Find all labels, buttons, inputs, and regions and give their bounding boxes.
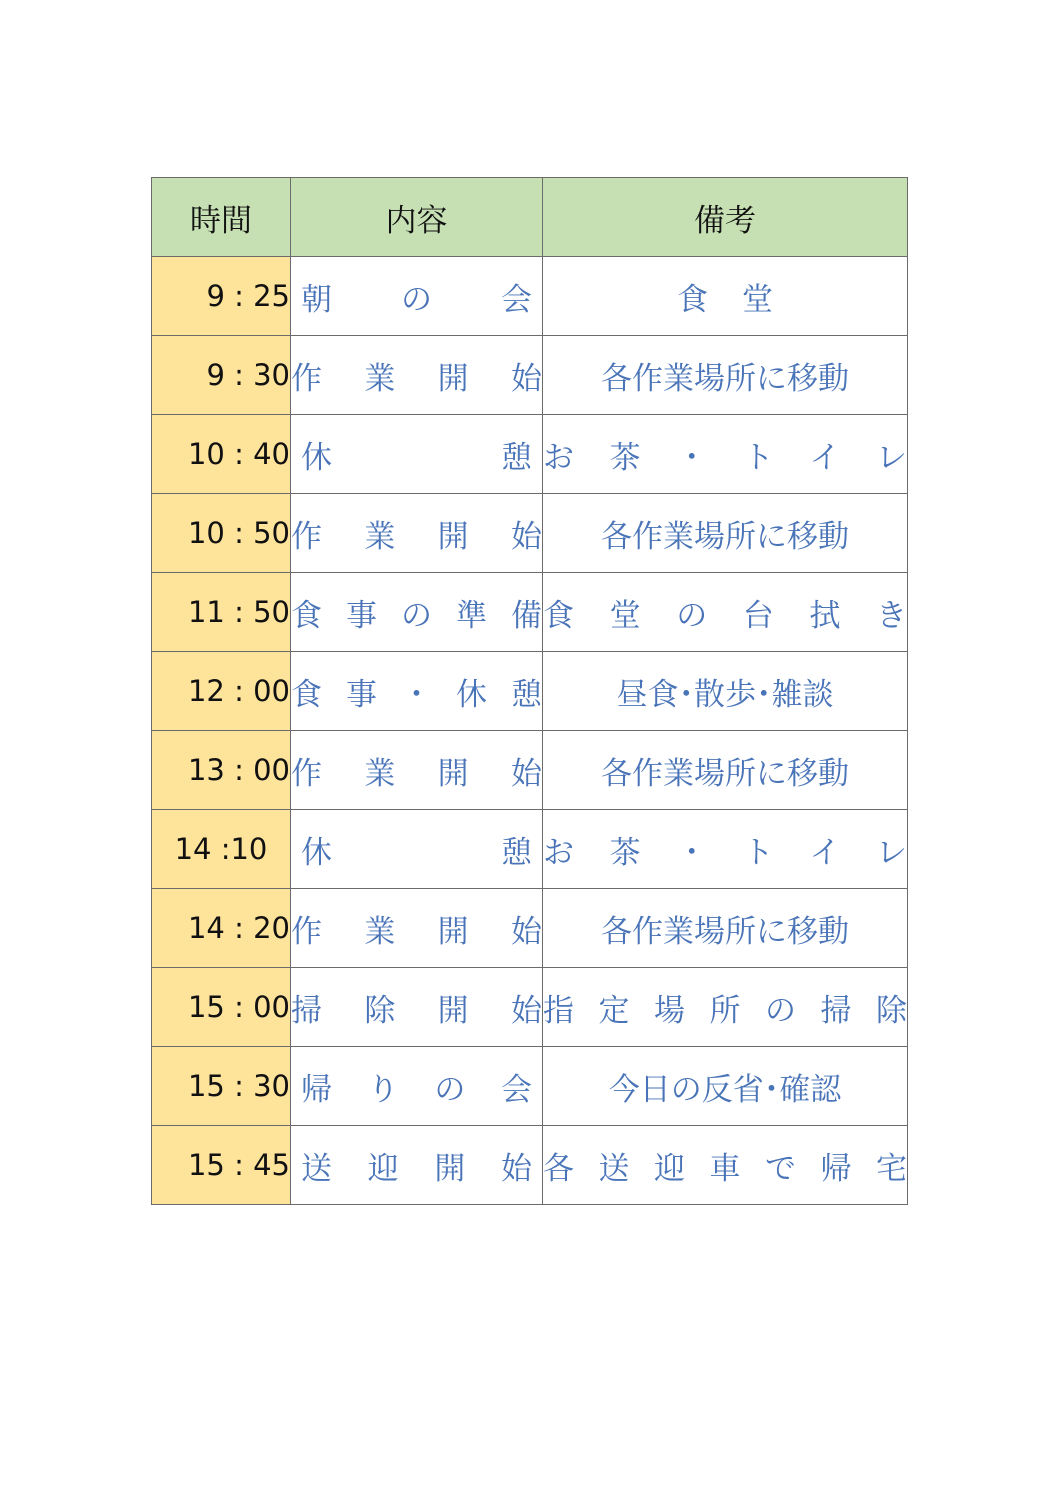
table-row <box>152 494 908 573</box>
remarks-char: 拭 <box>809 597 841 634</box>
content-cell <box>291 336 543 415</box>
content-char: 憩 <box>501 439 532 476</box>
content-char: 除 <box>364 992 396 1029</box>
remarks-char: レ <box>875 834 907 871</box>
content-char: 憩 <box>501 834 532 871</box>
content-cell <box>291 1047 543 1126</box>
content-char: の <box>401 281 432 318</box>
content-cell <box>291 415 543 494</box>
content-cell <box>291 257 543 336</box>
header-time: 時間 <box>152 178 291 257</box>
remarks-char: イ <box>809 439 841 476</box>
content-char: 開 <box>434 1150 466 1187</box>
table-row <box>152 731 908 810</box>
content-char: 開 <box>437 755 469 792</box>
content-char: ・ <box>401 676 432 713</box>
content-char: 作 <box>291 518 322 555</box>
time-cell: 12 : 00 <box>152 652 291 731</box>
remarks-cell <box>543 573 908 652</box>
content-cell <box>291 810 543 889</box>
remarks-text: 各作業場所に移動 <box>601 360 849 397</box>
time-cell: 10 : 50 <box>152 494 291 573</box>
content-char: 作 <box>291 360 322 397</box>
header-row <box>152 178 908 257</box>
content-char: 事 <box>346 676 377 713</box>
remarks-cell <box>543 494 908 573</box>
content-char: 業 <box>364 518 396 555</box>
remarks-cell <box>543 1126 908 1205</box>
remarks-text: 昼食･散歩･雑談 <box>616 676 834 713</box>
remarks-char: 各 <box>543 1150 574 1187</box>
content-char: 開 <box>437 360 469 397</box>
schedule-table <box>151 177 908 1205</box>
remarks-char: ト <box>742 834 774 871</box>
time-cell: 13 : 00 <box>152 731 291 810</box>
content-char: 休 <box>301 834 332 871</box>
table-row <box>152 1126 908 1205</box>
content-cell <box>291 1126 543 1205</box>
table-row <box>152 810 908 889</box>
table-row <box>152 415 908 494</box>
content-char: 始 <box>500 1150 532 1187</box>
time-cell: 11 : 50 <box>152 573 291 652</box>
table-row <box>152 1047 908 1126</box>
table-row <box>152 889 908 968</box>
remarks-char: 台 <box>742 597 774 634</box>
content-char: 迎 <box>367 1150 399 1187</box>
content-cell <box>291 968 543 1047</box>
content-char: 業 <box>364 755 396 792</box>
remarks-char: 食 <box>677 281 708 318</box>
remarks-cell <box>543 1047 908 1126</box>
table-row <box>152 573 908 652</box>
content-cell <box>291 889 543 968</box>
remarks-char: レ <box>875 439 907 476</box>
remarks-char: 帰 <box>820 1150 852 1187</box>
content-char: 準 <box>456 597 487 634</box>
content-cell <box>291 573 543 652</box>
remarks-char: 堂 <box>609 597 641 634</box>
table-row <box>152 652 908 731</box>
remarks-char: で <box>765 1150 796 1187</box>
content-char: 帰 <box>301 1071 332 1108</box>
remarks-char: 指 <box>543 992 574 1029</box>
content-char: り <box>367 1071 399 1108</box>
content-cell <box>291 731 543 810</box>
time-cell: 15 : 00 <box>152 968 291 1047</box>
content-char: 開 <box>437 518 469 555</box>
content-char: 憩 <box>511 676 542 713</box>
remarks-char: お <box>543 834 574 871</box>
remarks-text: 今日の反省･確認 <box>608 1071 842 1108</box>
content-char: 食 <box>291 676 322 713</box>
content-char: 始 <box>510 992 542 1029</box>
remarks-char: 場 <box>654 992 685 1029</box>
time-cell: 10 : 40 <box>152 415 291 494</box>
content-char: 食 <box>291 597 322 634</box>
remarks-char: 茶 <box>609 439 641 476</box>
content-char: 休 <box>301 439 332 476</box>
content-char: 事 <box>346 597 377 634</box>
remarks-char: の <box>765 992 796 1029</box>
time-cell: 14 : 20 <box>152 889 291 968</box>
content-char: 業 <box>364 360 396 397</box>
remarks-char: ト <box>742 439 774 476</box>
content-char: 会 <box>500 1071 532 1108</box>
remarks-char: 食 <box>543 597 574 634</box>
time-cell: 15 : 45 <box>152 1126 291 1205</box>
remarks-char: お <box>543 439 574 476</box>
table-row <box>152 968 908 1047</box>
remarks-char: き <box>875 597 907 634</box>
remarks-cell <box>543 415 908 494</box>
content-char: 休 <box>456 676 487 713</box>
remarks-char: 迎 <box>654 1150 685 1187</box>
remarks-char: イ <box>809 834 841 871</box>
content-char: 始 <box>510 755 542 792</box>
remarks-char: 掃 <box>820 992 852 1029</box>
content-char: 会 <box>501 281 532 318</box>
remarks-cell <box>543 257 908 336</box>
remarks-cell <box>543 731 908 810</box>
time-cell: 15 : 30 <box>152 1047 291 1126</box>
remarks-cell <box>543 652 908 731</box>
remarks-cell <box>543 336 908 415</box>
content-char: の <box>434 1071 466 1108</box>
content-char: の <box>401 597 432 634</box>
remarks-text: 各作業場所に移動 <box>601 913 849 950</box>
content-char: 開 <box>437 992 469 1029</box>
remarks-char: 堂 <box>742 281 773 318</box>
content-char: 業 <box>364 913 396 950</box>
table-row <box>152 336 908 415</box>
remarks-char: 茶 <box>609 834 641 871</box>
content-char: 始 <box>510 913 542 950</box>
remarks-cell <box>543 810 908 889</box>
content-char: 開 <box>437 913 469 950</box>
time-cell: 9 : 25 <box>152 257 291 336</box>
remarks-char: 宅 <box>876 1150 907 1187</box>
content-cell <box>291 494 543 573</box>
remarks-char: ・ <box>676 439 708 476</box>
header-content: 内容 <box>291 178 543 257</box>
remarks-text: 各作業場所に移動 <box>601 755 849 792</box>
content-char: 朝 <box>301 281 332 318</box>
remarks-char: の <box>676 597 708 634</box>
content-char: 始 <box>510 518 542 555</box>
remarks-char: 車 <box>709 1150 741 1187</box>
content-char: 備 <box>511 597 542 634</box>
time-cell: 14 :10 <box>152 810 291 889</box>
remarks-cell <box>543 968 908 1047</box>
header-remarks: 備考 <box>543 178 908 257</box>
remarks-char: 除 <box>876 992 907 1029</box>
remarks-text: 各作業場所に移動 <box>601 518 849 555</box>
content-cell <box>291 652 543 731</box>
remarks-char: 所 <box>709 992 741 1029</box>
content-char: 送 <box>301 1150 332 1187</box>
content-char: 作 <box>291 913 322 950</box>
content-char: 作 <box>291 755 322 792</box>
content-char: 始 <box>510 360 542 397</box>
remarks-char: 送 <box>598 1150 630 1187</box>
content-char: 掃 <box>291 992 322 1029</box>
time-cell: 9 : 30 <box>152 336 291 415</box>
remarks-cell <box>543 889 908 968</box>
remarks-char: ・ <box>676 834 708 871</box>
table-row <box>152 257 908 336</box>
remarks-char: 定 <box>598 992 630 1029</box>
